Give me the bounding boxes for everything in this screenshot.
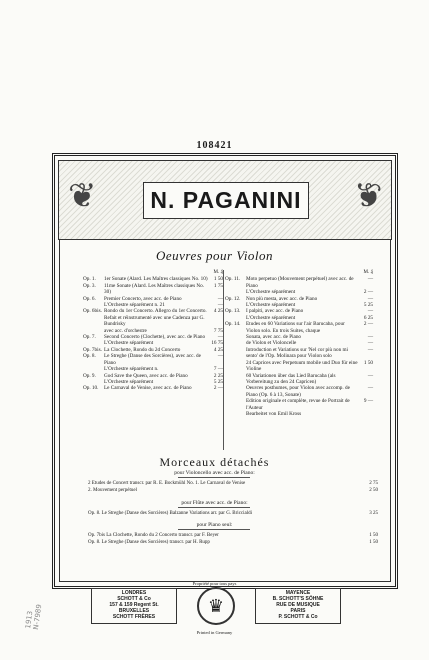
catalog-entry <box>225 373 373 386</box>
price: 5 25 <box>213 378 223 385</box>
publisher-left: LONDRES SCHOTT & Co 157 & 159 Regent St. BRUXELLES SCHOTT FRÈRES <box>91 588 177 624</box>
catalog-entry <box>83 353 223 366</box>
printed-note: Printed in Germany <box>196 630 233 635</box>
catalog-entry <box>225 411 373 417</box>
price: 1 50 <box>363 359 373 366</box>
price: — <box>367 308 373 315</box>
price: — <box>367 295 373 302</box>
price: 2 25 <box>213 372 223 379</box>
work-title: Oeuvres posthumes, pour Violon avec accomp. de Piano (Op. 6 à 13, Sonate) <box>246 385 350 398</box>
section-title: Morceaux détachés <box>159 455 270 469</box>
price: 2 50 <box>369 488 378 493</box>
subtitle: Oeuvres pour Violon <box>155 248 274 263</box>
opus-number: Op. 10. <box>83 385 99 392</box>
divider <box>178 477 250 478</box>
transcription-entry <box>88 533 378 538</box>
work-title: Op. 7bis La Clochette, Rondo du 2 Concerto transcr. par F. Beyer <box>88 533 219 538</box>
work-title: Edition originale et complète, revue de Portrait de l'Auteur <box>246 398 350 411</box>
work-title: Second Concerto (Clochette), avec acc. de Piano <box>104 334 206 341</box>
catalog-entry <box>83 308 223 327</box>
right-price-head: M. ₰ <box>363 270 373 275</box>
work-title: Bearbeitet von Emil Kross <box>246 410 302 417</box>
price: 2 — <box>213 385 223 392</box>
piano-heading: pour Piano seul: <box>196 522 233 528</box>
catalog-entry <box>225 385 373 398</box>
catalog-entry <box>225 347 373 360</box>
price: 4 25 <box>213 346 223 353</box>
work-title: avec acc. d'orchestre <box>104 327 147 334</box>
catalog-entry <box>83 385 223 391</box>
catalog-entry <box>225 360 373 373</box>
opus-number: Op. 12. <box>225 295 241 302</box>
price: — <box>217 334 223 341</box>
work-title: Premier Concerto, avec acc. de Piano <box>104 295 182 302</box>
price: — <box>217 295 223 302</box>
flute-heading: pour Flûte avec acc. de Piano: <box>181 500 248 506</box>
publisher-right: MAYENCE B. SCHOTT'S SÖHNE RUE DE MUSIQUE PARIS P. SCHOTT & Co <box>255 588 341 624</box>
price: — <box>367 334 373 341</box>
cello-heading: pour Violoncello avec acc. de Piano: <box>174 470 255 476</box>
opus-number <box>225 360 246 373</box>
price: 3 25 <box>369 511 378 516</box>
work-title: Introduction et Variations sur 'Nel cor più non mi sento' de l'Op. Molinara pour Violon solo <box>246 346 348 360</box>
work-title: L'Orchestre séparément <box>104 378 154 385</box>
price: 6 25 <box>363 314 373 321</box>
price: 1 50 <box>369 540 378 545</box>
catalog-entry <box>225 321 373 334</box>
composer-name: N. PAGANINI <box>143 182 309 219</box>
work-title: Op. 8. Le Streghe (Danse des Sorcières) Balzanne Variations arr. par G. Briccialdi <box>88 511 253 516</box>
price: — <box>367 372 373 379</box>
price: — <box>367 346 373 353</box>
column-divider <box>223 270 224 450</box>
catalog-entry <box>83 283 223 296</box>
price: 4 25 <box>213 308 223 315</box>
opus-number <box>225 385 246 398</box>
work-title: 24 Caprices avec Perpetuum mobile und Duo für eine Violine <box>246 359 358 373</box>
work-title: Sonata, avec acc. de Piano <box>246 334 302 341</box>
work-title: L'Orchestre séparément <box>246 289 296 296</box>
opus-number: Op. 1. <box>83 276 96 283</box>
catalog-entry <box>225 398 373 411</box>
price: 1 50 <box>213 276 223 283</box>
transcription-entry <box>88 481 378 486</box>
work-title: Op. 8. Le Streghe (Danse des Sorcières) transcr. par H. Rupp <box>88 540 210 545</box>
divider <box>178 529 250 530</box>
work-title: Non più mesta, avec acc. de Piano <box>246 295 318 302</box>
opus-number: Op. 9. <box>83 372 96 379</box>
price: 5 25 <box>363 302 373 309</box>
opus-number <box>225 347 246 360</box>
work-title: L'Orchestre séparément n. <box>104 366 159 373</box>
opus-number: Op. 7bis. <box>83 346 102 353</box>
price: 1 50 <box>369 533 378 538</box>
work-title: 1er Sonate (Alard. Les Maîtres classiques No. 10) <box>104 276 208 283</box>
work-title: L'Orchestre séparément <box>104 340 154 347</box>
work-title: God Save the Queen, avec acc. de Piano <box>104 372 188 379</box>
opus-number: Op. 6bis. <box>83 308 102 315</box>
title-banner <box>58 160 392 240</box>
work-title: Rondo du 1er Concerto. Allegro du 1er Concerto. Refait et réinstrumenté avec une Cadenza par G. Bundrisky <box>104 308 207 328</box>
price <box>359 411 373 417</box>
catalog-entry <box>225 276 373 289</box>
transcription-entry <box>88 540 378 545</box>
opus-number: Op. 6. <box>83 295 96 302</box>
work-title: L'Orchestre séparément n. 21 <box>104 302 165 309</box>
price: 2 — <box>363 289 373 296</box>
price: — <box>217 302 223 309</box>
work-title: 2 Etudes de Concert transcr. par R. E. Bockmühl No. 1. Le Carnaval de Venise <box>88 481 246 486</box>
opus-number <box>225 373 246 386</box>
ornament-left-icon: ❦ <box>68 178 97 215</box>
work-title: de Violon et Violoncelle <box>246 340 297 347</box>
opus-number: Op. 3. <box>83 282 96 289</box>
price: 2 75 <box>369 481 378 486</box>
divider <box>178 507 250 508</box>
price: — <box>217 353 223 360</box>
work-title: Moto perpetuo (Mouvement perpétuel) avec acc. de Piano <box>246 276 354 289</box>
price: 7 75 <box>213 327 223 334</box>
opus-number: Op. 7. <box>83 334 96 341</box>
pencil-annotation: 1913 N-7989 <box>24 603 44 631</box>
left-catalog-column <box>83 270 223 392</box>
opus-number <box>225 411 246 417</box>
price: 16 75 <box>211 340 223 347</box>
work-title: 60 Variationen über das Lied Barucaba (als Vorbereitung zu den 24 Capricen) <box>246 372 336 385</box>
plate-number: 108421 <box>196 140 233 151</box>
opus-number: Op. 8. <box>83 353 96 360</box>
opus-number: Op. 13. <box>225 308 241 315</box>
work-title: 11me Sonate (Alard. Les Maîtres classiques No. 30) <box>104 282 205 296</box>
opus-number: Op. 11. <box>225 276 241 283</box>
transcription-entry <box>88 488 378 493</box>
price: 9 — <box>363 398 373 405</box>
ornament-right-icon: ❦ <box>353 178 382 215</box>
work-title: L'Orchestre séparément <box>246 314 296 321</box>
crest-icon: ♛ <box>193 588 239 624</box>
work-title: L'Orchestre séparément <box>246 302 296 309</box>
work-title: Le Carnaval de Venise, avec acc. de Piano <box>104 385 192 392</box>
left-price-head: M. ₰ <box>213 270 223 275</box>
work-title: I palpiti, avec acc. de Piano <box>246 308 304 315</box>
work-title: La Clochette, Rondo du 2d Concerto <box>104 346 181 353</box>
price: — <box>367 276 373 283</box>
work-title: 2. Mouvement perpétuel <box>88 488 138 493</box>
opus-number: Op. 14. <box>225 321 241 328</box>
price: 1 75 <box>213 282 223 289</box>
price: 7 — <box>213 366 223 373</box>
price: — <box>367 340 373 347</box>
rights-notice: Propriété pour tous pays <box>192 581 237 586</box>
right-catalog-column <box>225 270 373 417</box>
transcription-entry <box>88 511 378 516</box>
work-title: Etudes en 60 Variations sur l'air Barucaba, pour Violon solo. En trois Suites, chaque <box>246 321 345 334</box>
price: — <box>367 385 373 392</box>
price: 2 — <box>363 321 373 328</box>
opus-number <box>225 398 246 411</box>
publisher-stamp <box>91 588 341 624</box>
work-title: Le Streghe (Danse des Sorcières), avec acc. de Piano <box>104 353 201 366</box>
